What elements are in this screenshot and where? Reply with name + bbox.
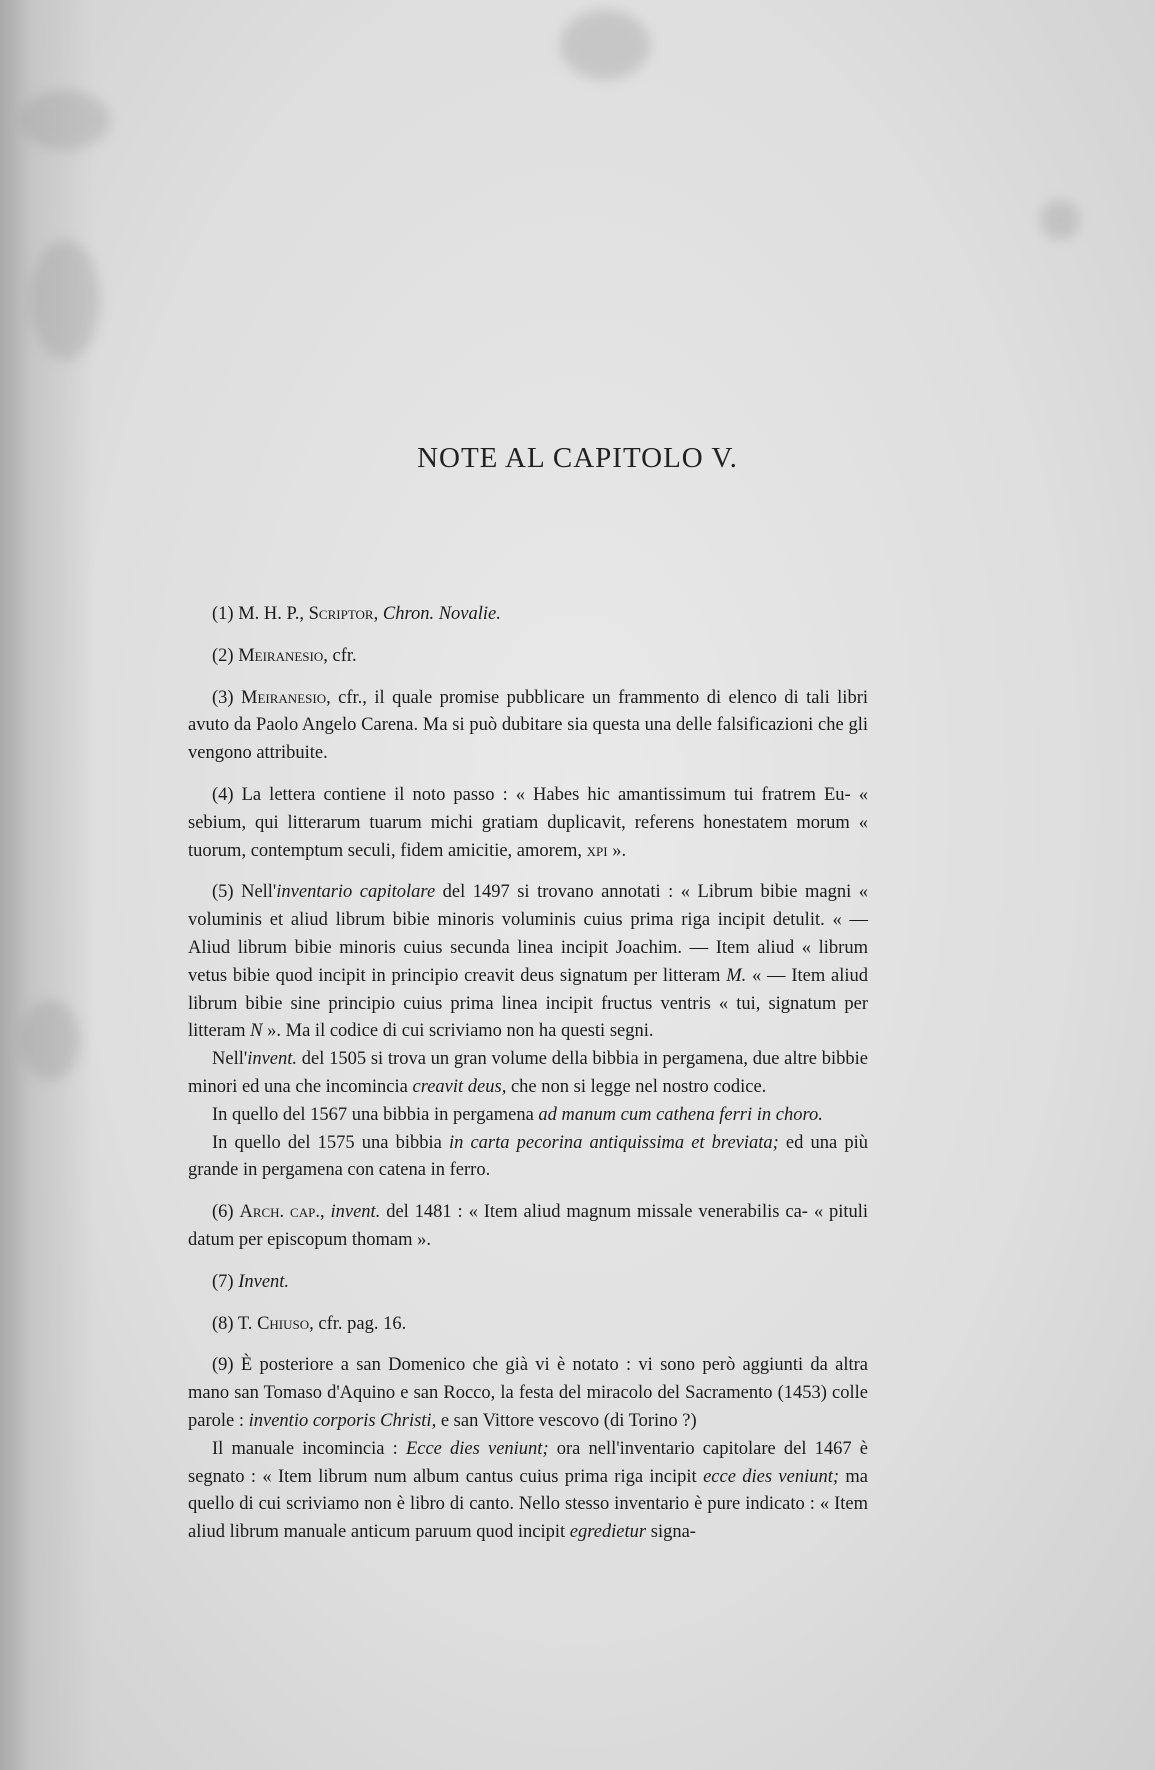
note-9: (9) È posteriore a san Domenico che già vi è notato : vi sono però aggiunti da altra mano san Tomaso d'Aquino e san Rocco, la festa del miracolo del Sacramento (1453) colle parole : inventio corporis Christi, e san Vittore vescovo (di Torino ?) Il manuale incomincia : Ecce dies veniunt; ora nell'inventario capitolare del 1467 è segnato : « Item librum num album cantus cuius prima riga incipit ecce dies veniunt; ma quello di cui scriviamo non è libro di canto. Nello stesso inventario è pure indicato : « Item aliud librum manuale anticum paruum quod incipit egredietur signa- [188,1355,869,1543]
page-title: NOTE AL CAPITOLO V. [417,442,738,474]
note-number: (8) [212,1313,234,1334]
note-1: (1) M. H. P., Scriptor, Chron. Novalie. [212,604,501,624]
note-4: (4) La lettera contiene il noto passo : « Habes hic amantissimum tui fratrem Eu- « sebium, qui litterarum tuarum michi gratiam duplicavit, referens honestatem morum « tuorum, contemptum seculi, fidem amicitie, amorem, xpi ». [188,784,868,861]
foxing-stain [20,1000,80,1080]
note-6: (6) Arch. cap., invent. del 1481 : « Item aliud magnum missale venerabilis ca- « pituli datum per episcopum thomam ». [188,1202,869,1250]
footnotes [188,601,868,1547]
foxing-stain [560,10,650,80]
note-number: (4) [212,784,234,805]
note-2: (2) Meiranesio, cfr. [212,645,357,666]
foxing-stain [1040,200,1080,240]
note-number: (7) [212,1271,234,1292]
foxing-stain [30,240,100,360]
note-number: (9) [212,1355,234,1376]
note-number: (6) [212,1202,234,1223]
note-8: (8) T. Chiuso, cfr. pag. 16. [212,1313,407,1334]
foxing-stain [20,90,110,150]
note-7: (7) Invent. [212,1271,290,1292]
note-5: (5) Nell'inventario capitolare del 1497 si trovano annotati : « Librum bibie magni « voluminis et aliud librum bibie minoris voluminis cuius prima riga incipit detulit. « — Aliud librum bibie minoris cuius secunda linea incipit Joachim. — Item aliud « librum vetus bibie quod incipit in principio creavit deus signatum per litteram M. « — Item aliud librum bibie sine principio cuius prima linea incipit fructus ventris « tui, signatum per litteram N ». Ma il codice di cui scriviamo non ha questi segni. Nell'invent. del 1505 si trova un gran volume della bibbia in pergamena, due altre bibbie minori ed una che incomincia creavit deus, che non si legge nel nostro codice. In quello del 1567 una bibbia in pergamena ad manum cum cathena ferri in choro. In quello del 1575 una bibbia in carta pecorina antiquissima et breviata; ed una più grande in pergamena con catena in ferro. [188,882,868,1181]
note-number: (1) [212,604,234,624]
note-number: (2) [212,645,234,666]
note-number: (5) [212,882,234,903]
note-number: (3) [212,687,234,708]
note-3: (3) Meiranesio, cfr., il quale promise pubblicare un frammento di elenco di tali libri avuto da Paolo Angelo Carena. Ma si può dubitare sia questa una delle falsificazioni che gli vengono attribuite. [188,687,868,764]
